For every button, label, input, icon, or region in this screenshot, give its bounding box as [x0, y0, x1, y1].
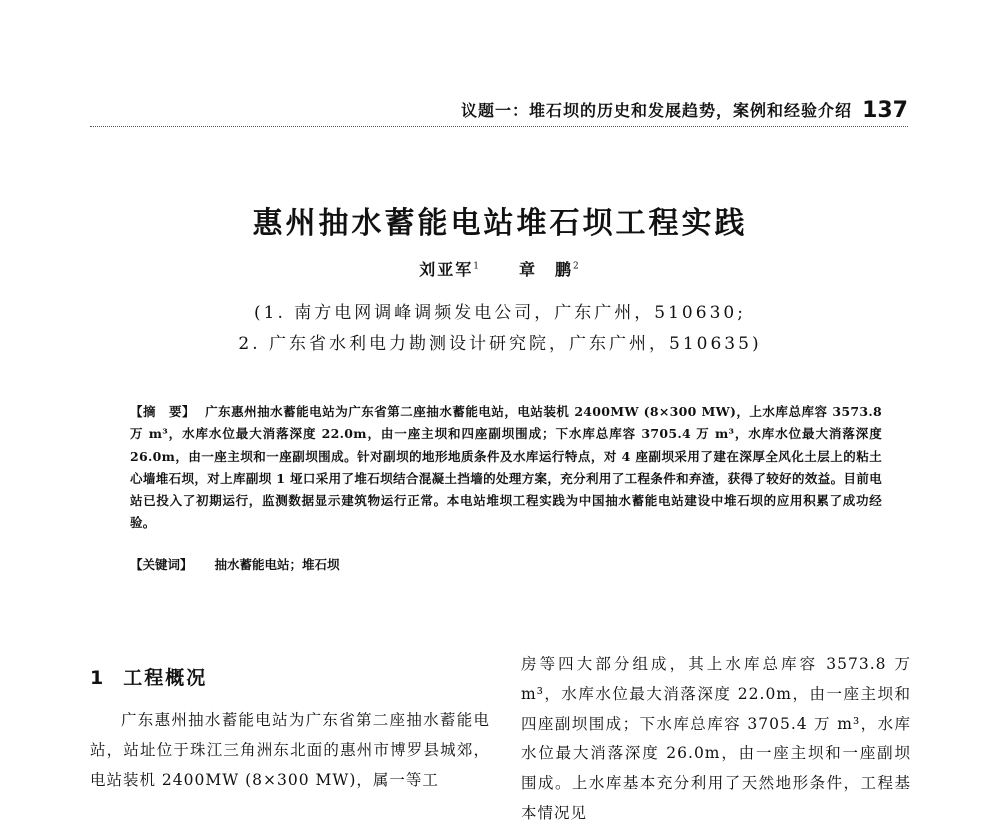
header-divider — [90, 126, 908, 127]
body-left-column — [90, 705, 490, 795]
section-title: 工程概况 — [123, 667, 208, 689]
body-paragraph: 广东惠州抽水蓄能电站为广东省第二座抽水蓄能电站，站址位于珠江三角洲东北面的惠州市博罗县城郊，电站装机 2400MW (8×300 MW)，属一等工 — [90, 711, 490, 789]
author-line — [0, 257, 1000, 280]
affiliation-1: (1. 南方电网调峰调频发电公司，广东广州，510630; — [254, 303, 746, 323]
abstract-block — [130, 401, 882, 535]
affiliation-2: 2. 广东省水利电力勘测设计研究院，广东广州，510635) — [238, 334, 762, 354]
author-affiliation-marker: 2 — [573, 261, 581, 272]
page-number: 137 — [862, 98, 908, 123]
author-name: 刘亚军 — [419, 260, 474, 279]
body-right-column — [521, 650, 911, 829]
abstract-text: 广东惠州抽水蓄能电站为广东省第二座抽水蓄能电站，电站装机 2400MW (8×300 MW)，上水库总库容 3573.8 万 m³，水库水位最大消落深度 22.0m，由一座主坝和四座副坝围成；下水库总库容 3705.4 万 m³，水库水位最大消落深度 26.0m，由一座主坝和一座副坝围成。针对副坝的地形地质条件及水库运行特点，对 4 座副坝采用了建在深厚全风化土层上的粘土心墙堆石坝，对上库副坝 1 垭口采用了堆石坝结合混凝土挡墙的处理方案，充分利用了工程条件和弃渣，获得了较好的效益。目前电站已投入了初期运行，监测数据显示建筑物运行正常。本电站堆坝工程实践为中国抽水蓄能电站建设中堆石坝的应用积累了成功经验。 — [130, 404, 882, 531]
running-title: 议题一：堆石坝的历史和发展趋势，案例和经验介绍 — [461, 101, 853, 120]
abstract-label: 【摘 要】 — [130, 404, 196, 419]
keywords-text: 抽水蓄能电站；堆石坝 — [214, 557, 340, 572]
section-number: 1 — [90, 667, 106, 689]
article-title: 惠州抽水蓄能电站堆石坝工程实践 — [252, 206, 748, 241]
author-name: 章 鹏 — [519, 260, 574, 279]
author-affiliation-marker: 1 — [473, 261, 481, 272]
section-heading — [90, 663, 207, 690]
keywords-label: 【关键词】 — [130, 557, 193, 572]
running-header — [461, 98, 908, 123]
keywords-line — [130, 555, 340, 573]
body-paragraph: 房等四大部分组成，其上水库总库容 3573.8 万 m³，水库水位最大消落深度 22.0m，由一座主坝和四座副坝围成；下水库总库容 3705.4 万 m³，水库水位最大消落深度 26.0m，由一座主坝和一座副坝围成。上水库基本充分利用了天然地形条件，工程基本情况见 — [521, 655, 911, 822]
